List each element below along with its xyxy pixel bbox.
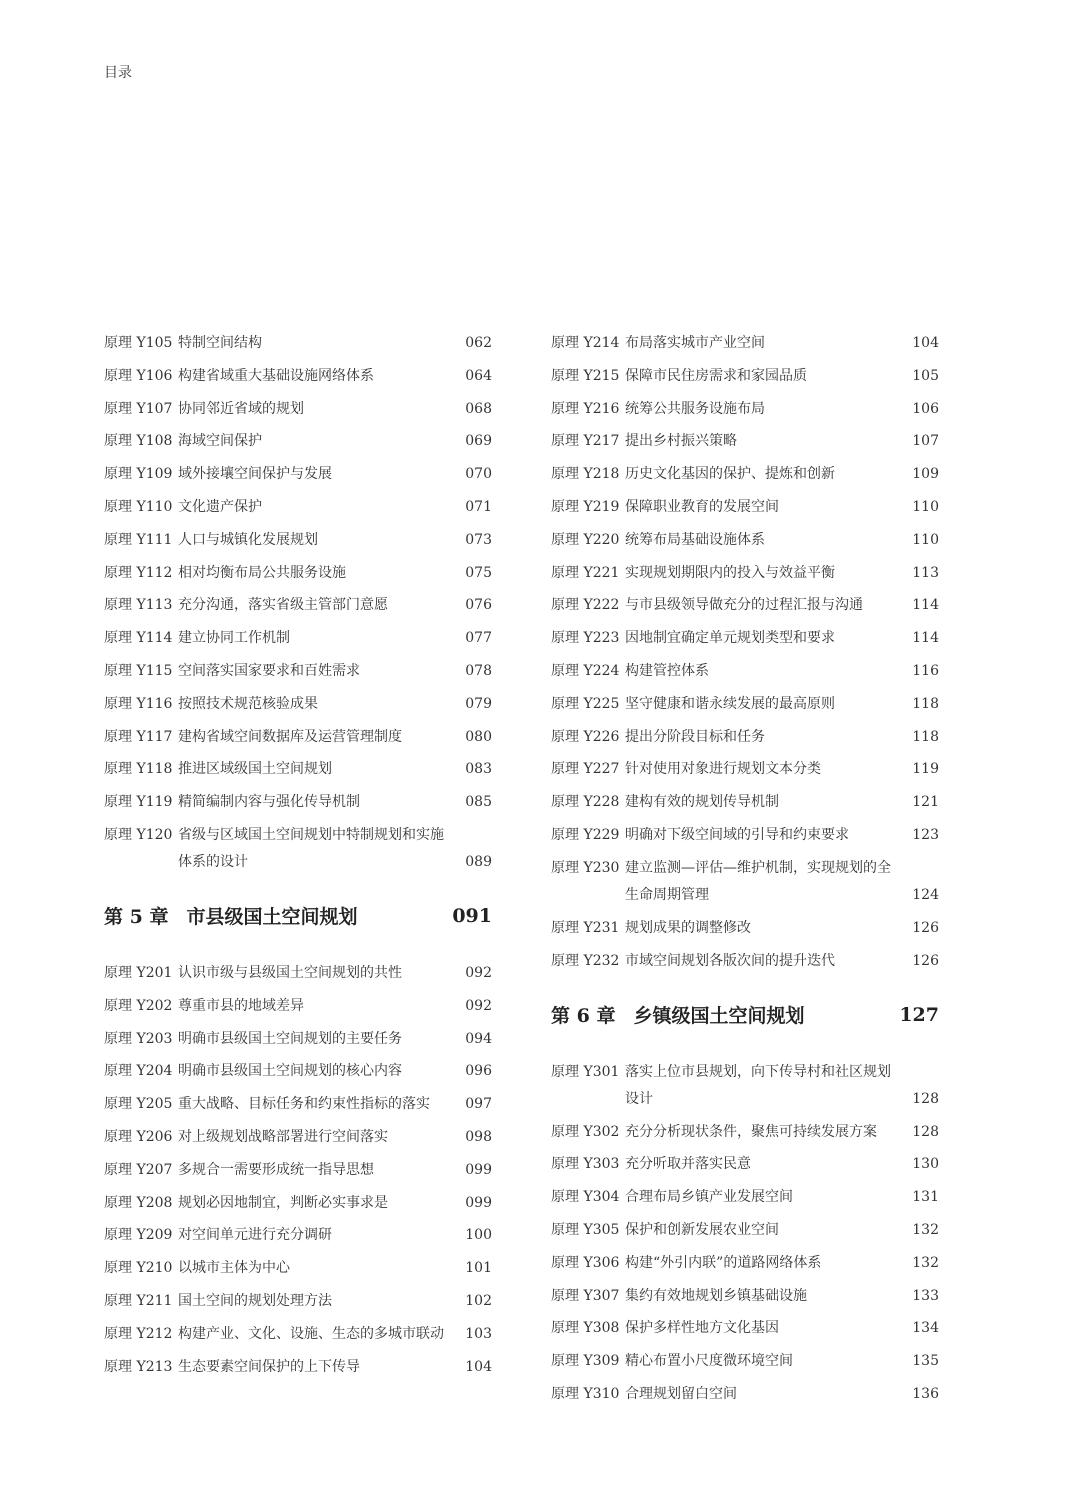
entry-code: 原理 Y107 [104,400,173,417]
entry-page: 064 [465,367,492,384]
entry-page: 118 [912,728,939,745]
toc-entry[interactable] [104,363,492,390]
entry-code: 原理 Y108 [104,433,173,450]
entry-title: 提出分阶段目标和任务 [625,728,765,745]
entry-title: 按照技术规范核验成果 [178,695,318,712]
entry-code: 原理 Y112 [104,564,173,581]
entry-page: 109 [912,466,939,483]
toc-entry[interactable] [104,756,492,783]
toc-left-column [104,330,492,1386]
entry-code: 原理 Y218 [551,466,620,483]
toc-entry[interactable] [551,1250,939,1277]
entry-page: 104 [465,1358,492,1375]
entry-title: 海域空间保护 [178,433,262,450]
toc-entry[interactable] [104,1321,492,1348]
entry-title: 针对使用对象进行规划文本分类 [625,761,821,778]
entry-title: 构建省域重大基础设施网络体系 [178,367,374,384]
entry-page: 107 [912,433,939,450]
entry-code: 原理 Y203 [104,1030,173,1047]
entry-page: 118 [912,695,939,712]
chapter-heading-5[interactable] [104,898,492,934]
entry-code: 原理 Y207 [104,1161,173,1178]
toc-entry[interactable] [104,1026,492,1053]
entry-code: 原理 Y232 [551,952,620,969]
toc-entry[interactable] [551,1059,939,1113]
entry-title: 建立监测—评估—维护机制，实现规划的全生命周期管理 [625,859,891,903]
toc-entry[interactable] [551,1381,939,1408]
toc-entry[interactable] [551,396,939,423]
entry-code: 原理 Y201 [104,964,173,981]
entry-title: 因地制宜确定单元规划类型和要求 [625,630,835,647]
toc-entry[interactable] [551,1119,939,1146]
entry-code: 原理 Y114 [104,630,173,647]
toc-entry[interactable] [551,527,939,554]
entry-title: 规划成果的调整修改 [625,919,751,936]
entry-title: 规划必因地制宜，判断必实事求是 [178,1194,388,1211]
entry-code: 原理 Y205 [104,1096,173,1113]
entry-page: 099 [465,1161,492,1178]
entry-title: 充分分析现状条件，聚焦可持续发展方案 [625,1123,877,1140]
entry-page: 071 [465,498,492,515]
entry-code: 原理 Y116 [104,695,173,712]
toc-list-chapter-4 [104,330,492,876]
entry-page: 126 [912,952,939,969]
toc-entry[interactable] [551,1184,939,1211]
toc-list-chapter-5 [104,960,492,1381]
entry-page: 130 [912,1156,939,1173]
entry-title: 保障市民住房需求和家园品质 [625,367,807,384]
toc-entry[interactable] [104,789,492,816]
entry-title: 认识市级与县级国土空间规划的共性 [178,964,402,981]
entry-title: 保护多样性地方文化基因 [625,1320,779,1337]
entry-title: 建立协同工作机制 [178,630,290,647]
toc-entry[interactable] [551,560,939,587]
entry-title: 提出乡村振兴策略 [625,433,737,450]
entry-page: 102 [465,1292,492,1309]
entry-code: 原理 Y231 [551,919,620,936]
entry-code: 原理 Y310 [551,1385,620,1402]
entry-title: 构建“外引内联”的道路网络体系 [625,1254,822,1271]
entry-title: 统筹公共服务设施布局 [625,400,765,417]
entry-page: 083 [465,761,492,778]
entry-page: 134 [912,1320,939,1337]
chapter-heading-6[interactable] [551,997,939,1033]
entry-page: 073 [465,531,492,548]
toc-entry[interactable] [551,1283,939,1310]
entry-page: 089 [465,853,492,870]
entry-code: 原理 Y217 [551,433,620,450]
entry-code: 原理 Y119 [104,794,173,811]
entry-title: 特制空间结构 [178,335,262,351]
entry-title: 域外接壤空间保护与发展 [178,466,332,483]
entry-code: 原理 Y303 [551,1156,620,1173]
entry-code: 原理 Y209 [104,1227,173,1244]
entry-page: 078 [465,662,492,679]
entry-page: 085 [465,794,492,811]
entry-code: 原理 Y118 [104,761,173,778]
toc-entry[interactable] [551,948,939,975]
entry-page: 132 [912,1221,939,1238]
entry-page: 128 [912,1123,939,1140]
entry-page: 070 [465,466,492,483]
toc-entry[interactable] [551,1315,939,1342]
toc-entry[interactable] [551,855,939,909]
toc-entry[interactable] [551,330,939,357]
entry-title: 落实上位市县规划，向下传导村和社区规划设计 [625,1063,891,1107]
entry-code: 原理 Y220 [551,531,620,548]
entry-title: 合理布局乡镇产业发展空间 [625,1189,793,1206]
entry-title: 明确对下级空间域的引导和约束要求 [625,826,849,843]
entry-page: 100 [465,1227,492,1244]
toc-list-chapter-5-cont [551,330,939,975]
entry-title: 合理规划留白空间 [625,1385,737,1402]
entry-title: 与市县级领导做充分的过程汇报与沟通 [625,597,863,614]
entry-title: 对空间单元进行充分调研 [178,1227,332,1244]
toc-entry[interactable] [551,1217,939,1244]
entry-title: 人口与城镇化发展规划 [178,531,318,548]
entry-code: 原理 Y308 [551,1320,620,1337]
entry-code: 原理 Y111 [104,531,173,548]
entry-title: 实现规划期限内的投入与效益平衡 [625,564,835,581]
entry-page: 110 [912,531,939,548]
entry-title: 空间落实国家要求和百姓需求 [178,662,360,679]
entry-title: 建构省域空间数据库及运营管理制度 [178,728,402,745]
entry-code: 原理 Y229 [551,826,620,843]
entry-page: 116 [912,662,939,679]
entry-page: 121 [912,794,939,811]
entry-title: 布局落实城市产业空间 [625,335,765,351]
entry-page: 097 [465,1096,492,1113]
entry-code: 原理 Y302 [551,1123,620,1140]
entry-page: 079 [465,695,492,712]
toc-entry[interactable] [104,428,492,455]
entry-title: 对上级规划战略部署进行空间落实 [178,1128,388,1145]
entry-page: 069 [465,433,492,450]
entry-page: 092 [465,964,492,981]
toc-entry[interactable] [551,658,939,685]
toc-entry[interactable] [551,756,939,783]
toc-entry[interactable] [551,789,939,816]
entry-title: 省级与区域国土空间规划中特制规划和实施体系的设计 [178,826,444,870]
entry-code: 原理 Y204 [104,1063,173,1080]
toc-entry[interactable] [104,1288,492,1315]
entry-code: 原理 Y120 [104,826,173,843]
chapter-title: 乡镇级国土空间规划 [633,1005,805,1028]
toc-entry[interactable] [104,494,492,521]
toc-list-chapter-6 [551,1059,939,1408]
entry-code: 原理 Y228 [551,794,620,811]
toc-entry[interactable] [551,494,939,521]
chapter-title: 市县级国土空间规划 [186,906,358,929]
toc-entry[interactable] [104,527,492,554]
toc-right-column [551,330,939,1414]
entry-title: 精心布置小尺度微环境空间 [625,1353,793,1370]
entry-title: 集约有效地规划乡镇基础设施 [625,1287,807,1304]
toc-entry[interactable] [104,1124,492,1151]
entry-title: 历史文化基因的保护、提炼和创新 [625,466,835,483]
toc-entry[interactable] [551,915,939,942]
entry-title: 精简编制内容与强化传导机制 [178,794,360,811]
toc-entry[interactable] [551,461,939,488]
entry-title: 国土空间的规划处理方法 [178,1292,332,1309]
entry-page: 119 [912,761,939,778]
toc-entry[interactable] [104,461,492,488]
entry-title: 充分听取并落实民意 [625,1156,751,1173]
entry-code: 原理 Y206 [104,1128,173,1145]
toc-entry[interactable] [104,658,492,685]
toc-entry[interactable] [104,396,492,423]
page-header-title: 目录 [104,65,132,81]
entry-page: 123 [912,826,939,843]
entry-page: 124 [912,886,939,903]
chapter-page: 091 [452,904,492,927]
toc-entry[interactable] [551,1348,939,1375]
entry-code: 原理 Y210 [104,1260,173,1277]
toc-entry[interactable] [104,1190,492,1217]
entry-title: 构建管控体系 [625,662,709,679]
chapter-number: 第 6 章 [551,1005,616,1028]
toc-entry[interactable] [104,625,492,652]
entry-code: 原理 Y301 [551,1063,620,1080]
entry-code: 原理 Y212 [104,1325,173,1342]
entry-code: 原理 Y216 [551,400,620,417]
entry-code: 原理 Y227 [551,761,620,778]
entry-code: 原理 Y110 [104,498,173,515]
entry-title: 市域空间规划各版次间的提升迭代 [625,952,835,969]
entry-code: 原理 Y224 [551,662,620,679]
entry-page: 113 [912,564,939,581]
entry-page: 126 [912,919,939,936]
entry-code: 原理 Y106 [104,367,173,384]
toc-entry[interactable] [551,363,939,390]
entry-page: 133 [912,1287,939,1304]
entry-page: 096 [465,1063,492,1080]
entry-code: 原理 Y230 [551,859,620,876]
entry-code: 原理 Y225 [551,695,620,712]
entry-page: 075 [465,564,492,581]
entry-code: 原理 Y221 [551,564,620,581]
entry-title: 构建产业、文化、设施、生态的多城市联动 [178,1325,444,1342]
entry-code: 原理 Y105 [104,335,173,351]
entry-title: 多规合一需要形成统一指导思想 [178,1161,374,1178]
entry-code: 原理 Y222 [551,597,620,614]
entry-page: 103 [465,1325,492,1342]
toc-entry[interactable] [104,691,492,718]
entry-code: 原理 Y115 [104,662,173,679]
toc-entry[interactable] [104,724,492,751]
entry-title: 文化遗产保护 [178,498,262,515]
toc-entry[interactable] [104,960,492,987]
entry-page: 098 [465,1128,492,1145]
toc-entry[interactable] [104,1157,492,1184]
entry-title: 明确市县级国土空间规划的主要任务 [178,1030,402,1047]
toc-entry[interactable] [104,1354,492,1381]
entry-title: 以城市主体为中心 [178,1260,290,1277]
toc-entry[interactable] [551,1151,939,1178]
toc-entry[interactable] [104,330,492,357]
entry-code: 原理 Y223 [551,630,620,647]
entry-page: 114 [912,597,939,614]
entry-code: 原理 Y306 [551,1254,620,1271]
toc-entry[interactable] [551,592,939,619]
entry-page: 094 [465,1030,492,1047]
toc-entry[interactable] [104,822,492,876]
chapter-number: 第 5 章 [104,906,169,929]
entry-title: 充分沟通，落实省级主管部门意愿 [178,597,388,614]
entry-code: 原理 Y109 [104,466,173,483]
entry-title: 推进区域级国土空间规划 [178,761,332,778]
entry-page: 080 [465,728,492,745]
entry-code: 原理 Y208 [104,1194,173,1211]
entry-page: 132 [912,1254,939,1271]
entry-page: 105 [912,367,939,384]
entry-page: 068 [465,400,492,417]
entry-title: 明确市县级国土空间规划的核心内容 [178,1063,402,1080]
toc-entry[interactable] [104,1058,492,1085]
entry-page: 101 [465,1260,492,1277]
entry-code: 原理 Y307 [551,1287,620,1304]
toc-entry[interactable] [104,1091,492,1118]
entry-page: 104 [912,335,939,351]
entry-code: 原理 Y202 [104,997,173,1014]
entry-code: 原理 Y213 [104,1358,173,1375]
chapter-page: 127 [899,1003,939,1026]
entry-code: 原理 Y309 [551,1353,620,1370]
entry-page: 131 [912,1189,939,1206]
entry-code: 原理 Y215 [551,367,620,384]
entry-title: 统筹布局基础设施体系 [625,531,765,548]
entry-page: 110 [912,498,939,515]
entry-page: 106 [912,400,939,417]
entry-title: 坚守健康和谐永续发展的最高原则 [625,695,835,712]
entry-page: 135 [912,1353,939,1370]
entry-title: 重大战略、目标任务和约束性指标的落实 [178,1096,430,1113]
entry-title: 相对均衡布局公共服务设施 [178,564,346,581]
entry-title: 生态要素空间保护的上下传导 [178,1358,360,1375]
toc-entry[interactable] [551,724,939,751]
toc-entry[interactable] [104,592,492,619]
entry-page: 099 [465,1194,492,1211]
entry-page: 062 [465,335,492,351]
entry-code: 原理 Y304 [551,1189,620,1206]
toc-entry[interactable] [551,822,939,849]
toc-entry[interactable] [104,1255,492,1282]
entry-code: 原理 Y226 [551,728,620,745]
entry-code: 原理 Y219 [551,498,620,515]
entry-code: 原理 Y305 [551,1221,620,1238]
entry-page: 092 [465,997,492,1014]
toc-entry[interactable] [104,560,492,587]
entry-code: 原理 Y214 [551,335,620,351]
toc-entry[interactable] [551,691,939,718]
entry-code: 原理 Y211 [104,1292,173,1309]
entry-title: 保障职业教育的发展空间 [625,498,779,515]
entry-code: 原理 Y113 [104,597,173,614]
entry-page: 114 [912,630,939,647]
entry-page: 128 [912,1090,939,1107]
toc-entry[interactable] [104,993,492,1020]
entry-title: 建构有效的规划传导机制 [625,794,779,811]
entry-title: 尊重市县的地域差异 [178,997,304,1014]
entry-code: 原理 Y117 [104,728,173,745]
entry-page: 076 [465,597,492,614]
toc-entry[interactable] [551,625,939,652]
entry-page: 077 [465,630,492,647]
entry-page: 136 [912,1385,939,1402]
entry-title: 协同邻近省域的规划 [178,400,304,417]
entry-title: 保护和创新发展农业空间 [625,1221,779,1238]
toc-entry[interactable] [551,428,939,455]
toc-entry[interactable] [104,1222,492,1249]
